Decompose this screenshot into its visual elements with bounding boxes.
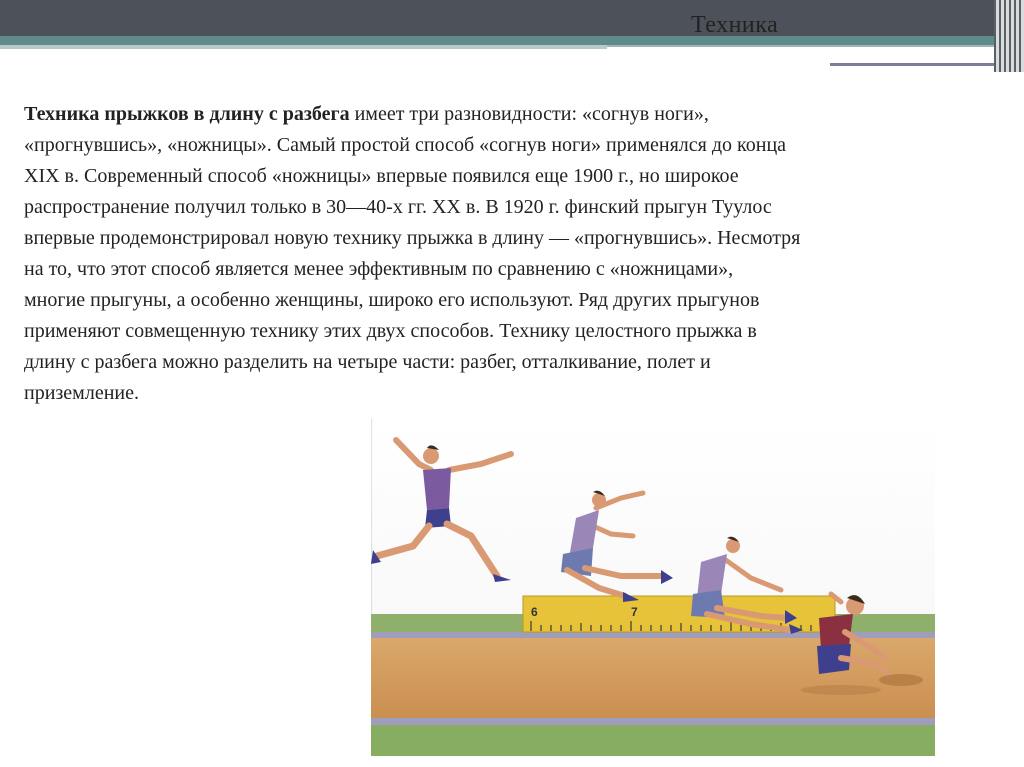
header-light-band [0, 45, 610, 49]
text-line: приземление. [24, 382, 139, 404]
text-line: на то, что этот способ является менее эффективным по сравнению с «ножницами», [24, 258, 734, 280]
text-line: длину с разбега можно разделить на четыре части: разбег, отталкивание, полет и [24, 351, 711, 373]
text-line: применяют совмещенную технику этих двух способов. Технику целостного прыжка в [24, 320, 757, 342]
header-accent-band [0, 36, 1024, 45]
text-line: распространение получил только в 30—40-х гг. XX в. В 1920 г. финский прыгун Туулос [24, 196, 772, 218]
long-jump-illustration [371, 418, 935, 756]
text-line: XIX в. Современный способ «ножницы» впервые появился еще 1900 г., но широкое [24, 165, 739, 187]
grass-bottom [371, 725, 935, 756]
header-stripes [994, 0, 1024, 72]
text-line: «прогнувшись», «ножницы». Самый простой способ «согнув ноги» применялся до конца [24, 134, 787, 156]
text-line: имеет три разновидности: «согнув ноги», [349, 103, 709, 125]
header-band [0, 0, 1024, 40]
ruler-mark-6: 6 [531, 605, 538, 619]
text-line: многие прыгуны, а особенно женщины, широко его используют. Ряд других прыгунов [24, 289, 760, 311]
lane-line-bottom [371, 718, 935, 725]
body-text [24, 99, 1012, 409]
title-underline [830, 63, 1006, 66]
ruler-mark-7: 7 [631, 605, 638, 619]
title-box [607, 45, 1005, 71]
slide-title: Техника [691, 12, 779, 38]
text-line: впервые продемонстрировал новую технику прыжка в длину — «прогнувшись». Несмотря [24, 227, 801, 249]
lead-bold: Техника прыжков в длину с разбега [24, 103, 350, 125]
